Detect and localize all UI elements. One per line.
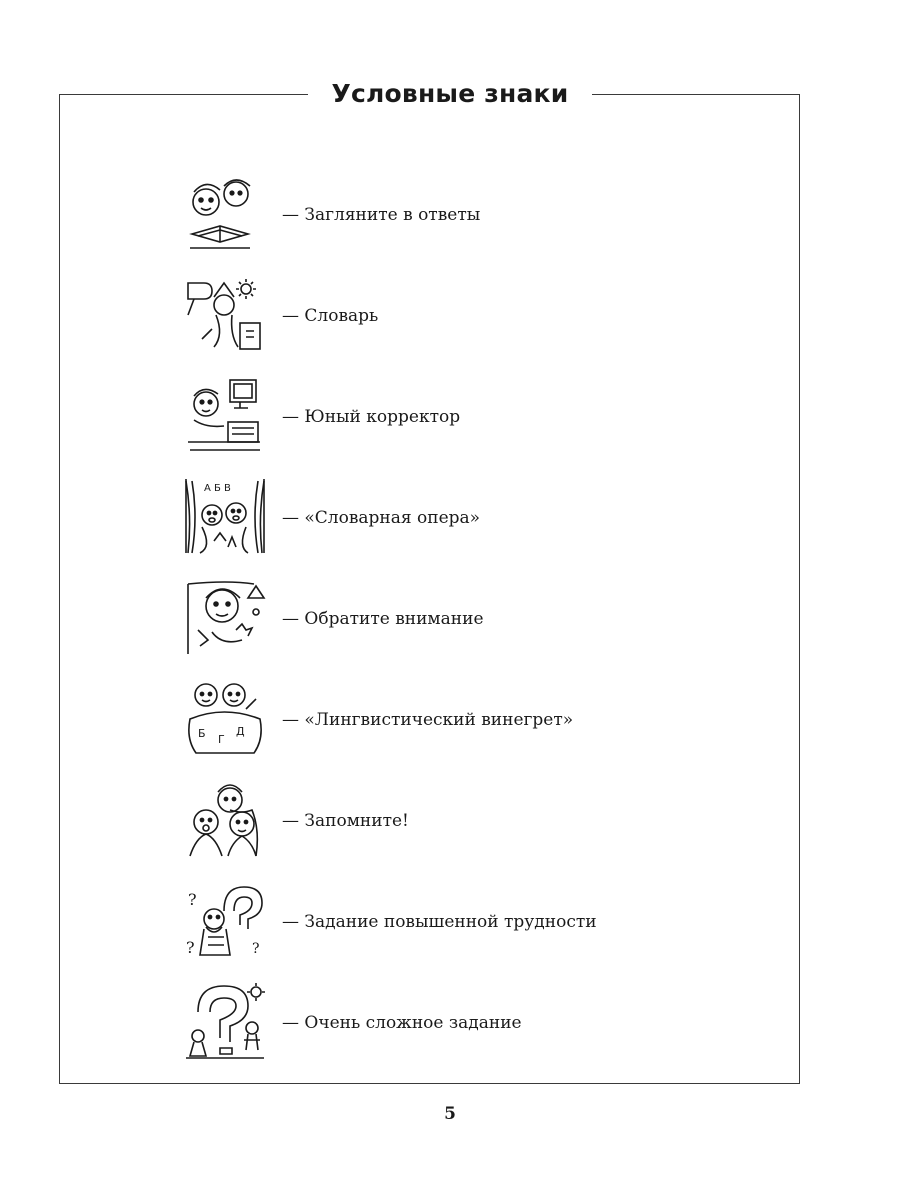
svg-text:А Б В: А Б В — [204, 483, 231, 494]
legend-label: — Словарь — [282, 306, 379, 326]
legend-item — [184, 376, 744, 477]
legend-label: — «Словарная опера» — [282, 508, 481, 528]
svg-text:?: ? — [186, 938, 195, 957]
remember-icon — [184, 780, 266, 858]
svg-text:Г: Г — [218, 733, 225, 746]
legend-item — [184, 679, 744, 780]
young-proofreader-icon — [184, 376, 266, 454]
legend-item — [184, 174, 744, 275]
legend-item — [184, 477, 744, 578]
answers-icon — [184, 174, 266, 252]
hard-task-icon — [184, 881, 266, 959]
legend-item — [184, 982, 744, 1083]
very-hard-task-icon — [184, 982, 266, 1060]
svg-text:Д: Д — [236, 725, 245, 738]
legend-label: — Загляните в ответы — [282, 205, 481, 225]
legend-item — [184, 881, 744, 982]
legend-item — [184, 275, 744, 376]
attention-icon — [184, 578, 266, 656]
legend-label: — Юный корректор — [282, 407, 461, 427]
dictionary-icon — [184, 275, 266, 353]
legend-item — [184, 780, 744, 881]
dictionary-opera-icon — [184, 477, 266, 555]
legend-label: — Обратите внимание — [282, 609, 484, 629]
svg-text:?: ? — [252, 941, 260, 957]
page-title: Условные знаки — [308, 74, 593, 114]
legend-label: — Задание повышенной трудности — [282, 912, 597, 932]
legend-label: — «Лингвистический винегрет» — [282, 710, 574, 730]
legend-label: — Запомните! — [282, 811, 409, 831]
linguistic-vinaigrette-icon — [184, 679, 266, 757]
page-number: 5 — [444, 1104, 456, 1124]
svg-text:?: ? — [188, 890, 197, 909]
legend-list — [184, 174, 744, 1083]
legend-label: — Очень сложное задание — [282, 1013, 522, 1033]
svg-text:Б: Б — [198, 727, 206, 740]
legend-item — [184, 578, 744, 679]
